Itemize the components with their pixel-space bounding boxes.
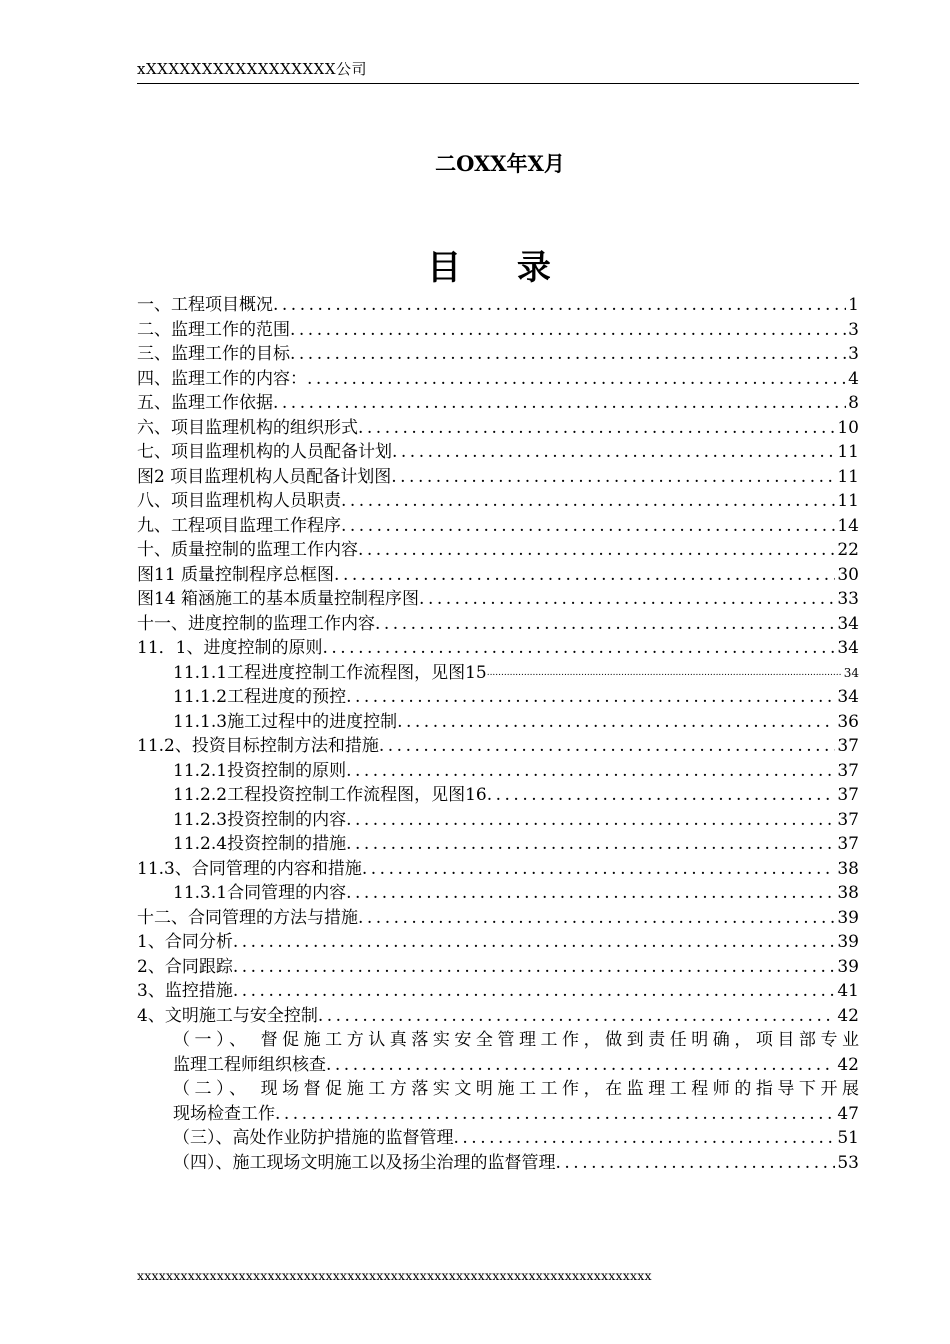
toc-entry-title: 八、项目监理机构人员职责 bbox=[137, 491, 341, 511]
toc-entry-title: 4、文明施工与安全控制 bbox=[137, 1005, 318, 1026]
toc-entry[interactable] bbox=[137, 1077, 859, 1126]
toc-leader bbox=[290, 342, 846, 367]
toc-leader bbox=[233, 979, 836, 1004]
toc-leader bbox=[326, 1053, 835, 1078]
toc-entry-title: （三）、高处作业防护措施的监督管理 bbox=[173, 1128, 454, 1148]
toc-entry-title: 11.3、合同管理的内容和措施 bbox=[137, 858, 362, 879]
toc-entry-page: 38 bbox=[837, 858, 859, 879]
toc-leader bbox=[346, 832, 835, 857]
toc-leader bbox=[454, 1126, 836, 1151]
toc-entry[interactable] bbox=[137, 342, 859, 367]
toc-entry-page: 10 bbox=[837, 417, 859, 438]
toc-leader bbox=[341, 514, 835, 539]
toc-entry-page: 34 bbox=[837, 687, 859, 707]
toc-entry-title: 十一、进度控制的监理工作内容 bbox=[137, 613, 375, 634]
toc-entry[interactable] bbox=[137, 734, 859, 759]
toc-entry[interactable] bbox=[137, 857, 859, 882]
toc-entry-title-line1: （二）、 现场督促施工方落实文明施工工作，在监理工程师的指导下开展 bbox=[173, 1079, 859, 1099]
toc-leader bbox=[346, 759, 835, 784]
toc-entry-title: 七、项目监理机构的人员配备计划 bbox=[137, 442, 392, 462]
toc-leader bbox=[273, 391, 846, 416]
toc-entry[interactable] bbox=[137, 612, 859, 637]
toc-entry[interactable] bbox=[137, 759, 859, 784]
toc-entry-title-line2: 监理工程师组织核查 bbox=[173, 1054, 326, 1075]
toc-entry-title: 11.2、投资目标控制方法和措施 bbox=[137, 736, 379, 756]
toc-leader bbox=[334, 563, 835, 588]
toc-entry[interactable] bbox=[137, 808, 859, 833]
toc-entry[interactable] bbox=[137, 587, 859, 612]
toc-leader bbox=[419, 587, 835, 612]
toc-entry-title: 11.2.4投资控制的措施 bbox=[173, 834, 347, 854]
toc-leader bbox=[307, 367, 846, 392]
toc-leader bbox=[273, 293, 846, 318]
toc-leader bbox=[487, 783, 836, 808]
document-date: 二OXX年X月 bbox=[435, 151, 565, 176]
toc-entry-title: 二、监理工作的范围 bbox=[137, 319, 290, 340]
toc-leader bbox=[346, 881, 835, 906]
toc-leader bbox=[487, 661, 842, 686]
toc-entry-title: 一、工程项目概况 bbox=[137, 295, 273, 315]
toc-entry-title: 11.1.1工程进度控制工作流程图，见图15 bbox=[173, 662, 487, 683]
toc-entry-page: 42 bbox=[837, 1054, 859, 1075]
toc-leader bbox=[379, 734, 836, 759]
toc-title: 目 录 bbox=[427, 248, 573, 288]
toc-entry-page: 36 bbox=[837, 711, 859, 732]
toc-entry-title: 六、项目监理机构的组织形式 bbox=[137, 417, 358, 438]
page-footer: xxxxxxxxxxxxxxxxxxxxxxxxxxxxxxxxxxxxxxxxxxxxxxxxxxxxxxxxxxxxxxxxxxxxxxx bbox=[137, 1268, 652, 1283]
toc-entry-page: 11 bbox=[837, 466, 859, 487]
table-of-contents bbox=[137, 293, 859, 1175]
toc-leader bbox=[346, 685, 835, 710]
toc-entry[interactable] bbox=[137, 514, 859, 539]
toc-entry-page: 34 bbox=[843, 665, 859, 680]
toc-entry-page: 1 bbox=[848, 295, 859, 315]
toc-leader bbox=[392, 440, 835, 465]
toc-entry-title: 2、合同跟踪 bbox=[137, 956, 233, 977]
toc-entry-title: 11.2.1投资控制的原则 bbox=[173, 760, 347, 781]
toc-entry[interactable] bbox=[137, 318, 859, 343]
toc-entry-page: 51 bbox=[837, 1128, 859, 1148]
toc-entry-page: 33 bbox=[837, 589, 859, 609]
toc-entry[interactable] bbox=[137, 1028, 859, 1077]
toc-leader bbox=[341, 489, 835, 514]
toc-entry[interactable] bbox=[137, 906, 859, 931]
toc-entry[interactable] bbox=[137, 538, 859, 563]
toc-entry[interactable] bbox=[137, 783, 859, 808]
toc-entry-title: 三、监理工作的目标 bbox=[137, 344, 290, 364]
toc-entry[interactable] bbox=[137, 416, 859, 441]
toc-entry-page: 34 bbox=[837, 613, 859, 634]
toc-leader bbox=[358, 416, 835, 441]
toc-leader bbox=[275, 1102, 835, 1127]
toc-entry[interactable] bbox=[137, 1126, 859, 1151]
toc-leader bbox=[397, 710, 835, 735]
toc-entry-title: 图11 质量控制程序总框图 bbox=[137, 564, 335, 585]
toc-entry-title: 11.3.1合同管理的内容 bbox=[173, 883, 347, 903]
toc-leader bbox=[233, 930, 836, 955]
toc-entry[interactable] bbox=[137, 391, 859, 416]
toc-entry-page: 39 bbox=[837, 956, 859, 977]
toc-entry[interactable] bbox=[137, 930, 859, 955]
toc-leader bbox=[358, 906, 835, 931]
toc-leader bbox=[358, 538, 835, 563]
toc-entry-page: 47 bbox=[837, 1103, 859, 1124]
toc-entry[interactable] bbox=[137, 685, 859, 710]
toc-entry[interactable] bbox=[137, 979, 859, 1004]
toc-entry-page: 39 bbox=[837, 932, 859, 952]
toc-entry-title: 11.2.2工程投资控制工作流程图，见图16 bbox=[173, 785, 487, 805]
toc-entry[interactable] bbox=[137, 489, 859, 514]
toc-entry-page: 3 bbox=[848, 319, 859, 340]
toc-entry-title: 3、监控措施 bbox=[137, 981, 233, 1001]
toc-entry-title: 四、监理工作的内容： bbox=[137, 368, 307, 389]
toc-leader bbox=[290, 318, 846, 343]
toc-entry-page: 37 bbox=[837, 809, 859, 830]
toc-entry[interactable] bbox=[137, 1004, 859, 1029]
toc-entry-page: 14 bbox=[837, 515, 859, 536]
toc-entry[interactable] bbox=[137, 367, 859, 392]
toc-leader bbox=[322, 636, 835, 661]
toc-entry-title: 十、质量控制的监理工作内容 bbox=[137, 540, 358, 560]
toc-entry-page: 8 bbox=[848, 393, 859, 413]
toc-entry-title: 1、合同分析 bbox=[137, 932, 233, 952]
toc-entry-page: 22 bbox=[837, 540, 859, 560]
toc-entry-page: 11 bbox=[837, 491, 859, 511]
toc-leader bbox=[346, 808, 835, 833]
toc-entry-title-line2: 现场检查工作 bbox=[173, 1103, 275, 1124]
toc-entry[interactable] bbox=[137, 881, 859, 906]
toc-entry-title-line1: （一）、 督促施工方认真落实安全管理工作，做到责任明确，项目部专业 bbox=[173, 1030, 859, 1050]
toc-leader bbox=[556, 1151, 836, 1176]
toc-entry-page: 37 bbox=[837, 785, 859, 805]
toc-entry-title: 图2 项目监理机构人员配备计划图 bbox=[137, 466, 392, 487]
toc-entry[interactable] bbox=[137, 710, 859, 735]
toc-entry[interactable] bbox=[137, 293, 859, 318]
toc-leader bbox=[391, 465, 835, 490]
toc-entry-page: 37 bbox=[837, 834, 859, 854]
page-header: xXXXXXXXXXXXXXXXXX公司 bbox=[137, 58, 859, 84]
toc-entry-page: 3 bbox=[848, 344, 859, 364]
toc-entry-page: 34 bbox=[837, 638, 859, 658]
toc-entry[interactable] bbox=[137, 465, 859, 490]
toc-entry-page: 39 bbox=[837, 907, 859, 928]
toc-entry-title: 11.1.3施工过程中的进度控制 bbox=[173, 711, 398, 732]
toc-entry-title: 11.1.2工程进度的预控 bbox=[173, 687, 347, 707]
toc-entry-page: 37 bbox=[837, 736, 859, 756]
toc-leader bbox=[233, 955, 836, 980]
toc-entry-page: 42 bbox=[837, 1005, 859, 1026]
toc-entry-page: 4 bbox=[848, 368, 859, 389]
toc-leader bbox=[362, 857, 836, 882]
toc-entry-title: 11．1、进度控制的原则 bbox=[137, 638, 323, 658]
toc-entry[interactable] bbox=[137, 440, 859, 465]
toc-leader bbox=[375, 612, 835, 637]
toc-entry-page: 41 bbox=[837, 981, 859, 1001]
toc-entry-page: 53 bbox=[837, 1152, 859, 1173]
toc-entry-page: 11 bbox=[837, 442, 859, 462]
toc-entry-page: 30 bbox=[837, 564, 859, 585]
toc-entry[interactable] bbox=[137, 955, 859, 980]
toc-entry-title: 十二、合同管理的方法与措施 bbox=[137, 907, 358, 928]
toc-entry-title: （四）、施工现场文明施工以及扬尘治理的监督管理 bbox=[173, 1152, 556, 1173]
toc-entry-title: 图14 箱涵施工的基本质量控制程序图 bbox=[137, 589, 420, 609]
toc-entry[interactable] bbox=[137, 563, 859, 588]
toc-entry-title: 11.2.3投资控制的内容 bbox=[173, 809, 347, 830]
toc-entry[interactable] bbox=[137, 661, 859, 686]
toc-entry-page: 37 bbox=[837, 760, 859, 781]
toc-entry-title: 五、监理工作依据 bbox=[137, 393, 273, 413]
toc-entry-title: 九、工程项目监理工作程序 bbox=[137, 515, 341, 536]
toc-entry[interactable] bbox=[137, 636, 859, 661]
toc-leader bbox=[318, 1004, 836, 1029]
toc-entry-page: 38 bbox=[837, 883, 859, 903]
toc-entry[interactable] bbox=[137, 1151, 859, 1176]
toc-entry[interactable] bbox=[137, 832, 859, 857]
